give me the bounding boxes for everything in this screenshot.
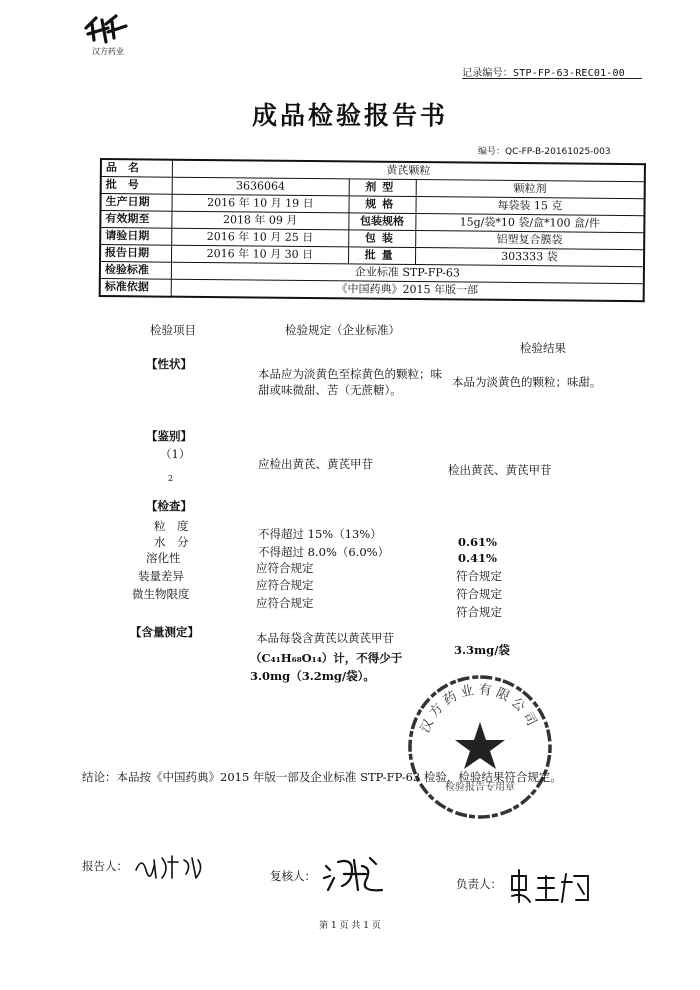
package-label: 包装 bbox=[348, 230, 415, 248]
inspection-item-name: 装量差异 bbox=[138, 569, 184, 583]
section-character-title: 【性状】 bbox=[146, 357, 192, 371]
inspection-item-spec: 应符合规定 bbox=[256, 578, 314, 592]
inspection-item-result: 0.41% bbox=[458, 551, 497, 565]
seal-ring-text: 汉方药业有限公司 bbox=[417, 682, 541, 736]
assay-spec-line-3: 3.0mg（3.2mg/袋）。 bbox=[250, 669, 375, 683]
section-assay-title: 【含量测定】 bbox=[130, 625, 199, 639]
identification-result: 检出黄芪、黄芪甲苷 bbox=[448, 463, 552, 477]
character-spec: 本品应为淡黄色至棕黄色的颗粒；味甜或味微甜、苦（无蔗糖）。 bbox=[258, 367, 442, 397]
dosage-form-value: 颗粒剂 bbox=[416, 180, 645, 199]
assay-spec-line-1: 本品每袋含黄芪以黄芪甲苷 bbox=[256, 631, 394, 645]
inspection-item-spec: 不得超过 8.0%（6.0%） bbox=[258, 545, 390, 559]
request-date-value: 2016 年 10 月 25 日 bbox=[172, 228, 349, 247]
spec-value: 每袋装 15 克 bbox=[416, 197, 645, 216]
expiry-label: 有效期至 bbox=[100, 211, 172, 229]
spec-label: 规格 bbox=[349, 196, 416, 214]
reviewer-label: 复核人： bbox=[270, 869, 316, 883]
section-identification-title: 【鉴别】 bbox=[146, 429, 192, 443]
inspection-item-result: 符合规定 bbox=[456, 569, 502, 583]
assay-spec-line-2: （C₄₁H₆₈O₁₄）计，不得少于 bbox=[250, 651, 403, 665]
product-name-value: 黄芪颗粒 bbox=[172, 160, 645, 182]
product-info-table bbox=[99, 158, 646, 302]
identification-sub-1: （1） bbox=[160, 447, 191, 461]
report-number: 编号：QC-FP-B-20161025-003 bbox=[478, 147, 611, 157]
page-number: 第 1 页 共 1 页 bbox=[319, 921, 381, 931]
report-date-label: 报告日期 bbox=[100, 245, 172, 263]
product-name-label: 品 名 bbox=[101, 159, 173, 177]
identification-spec: 应检出黄芪、黄芪甲苷 bbox=[258, 457, 373, 471]
inspection-item-result: 符合规定 bbox=[456, 587, 502, 601]
production-date-value: 2016 年 10 月 19 日 bbox=[172, 194, 349, 213]
column-header-spec: 检验规定（企业标准） bbox=[285, 323, 400, 337]
character-result: 本品为淡黄色的颗粒；味甜。 bbox=[452, 375, 602, 389]
reporter-signature-icon bbox=[132, 850, 212, 884]
inspection-item-result: 符合规定 bbox=[456, 605, 502, 619]
package-spec-label: 包装规格 bbox=[348, 213, 415, 231]
standard-label: 检验标准 bbox=[100, 262, 172, 280]
inspection-item-name: 水 分 bbox=[154, 535, 189, 549]
quantity-label: 批量 bbox=[348, 247, 415, 265]
assay-result: 3.3mg/袋 bbox=[454, 643, 510, 657]
basis-value: 《中国药典》2015 年版一部 bbox=[171, 279, 644, 301]
record-number: 记录编号：STP-FP-63-REC01-00 bbox=[462, 68, 625, 79]
standard-value: 企业标准 STP-FP-63 bbox=[171, 262, 644, 284]
inspection-item-name: 粒 度 bbox=[154, 519, 189, 533]
inspection-item-name: 微生物限度 bbox=[132, 587, 190, 601]
inspection-item-name: 溶化性 bbox=[146, 551, 181, 565]
responsible-label: 负责人： bbox=[456, 877, 502, 891]
inspection-item-result: 0.61% bbox=[458, 535, 497, 549]
section-inspection-title: 【检查】 bbox=[146, 499, 192, 513]
company-logo-text: 汉方药业 bbox=[92, 47, 124, 56]
reviewer-signature-icon bbox=[320, 852, 390, 898]
inspection-item-spec: 应符合规定 bbox=[256, 561, 314, 575]
inspection-item-spec: 应符合规定 bbox=[256, 596, 314, 610]
batch-value: 3636064 bbox=[172, 177, 349, 196]
seal-band-text: 检验报告专用章 bbox=[445, 782, 515, 793]
quantity-value: 303333 袋 bbox=[415, 248, 644, 267]
responsible-signature-icon bbox=[508, 866, 592, 906]
batch-label: 批 号 bbox=[101, 177, 173, 195]
request-date-label: 请验日期 bbox=[100, 228, 172, 246]
header-divider bbox=[462, 78, 642, 79]
column-header-result: 检验结果 bbox=[520, 341, 566, 355]
inspection-item-spec: 不得超过 15%（13%） bbox=[258, 527, 382, 541]
conclusion-text: 结论：本品按《中国药典》2015 年版一部及企业标准 STP-FP-63 检验，检验结果符合规定。 bbox=[82, 770, 562, 784]
expiry-value: 2018 年 09 月 bbox=[172, 211, 349, 230]
company-logo-icon bbox=[82, 14, 132, 46]
reporter-label: 报告人： bbox=[82, 859, 128, 873]
column-header-item: 检验项目 bbox=[150, 323, 196, 337]
official-seal-icon bbox=[405, 672, 555, 822]
package-value: 铝塑复合膜袋 bbox=[415, 231, 644, 250]
report-date-value: 2016 年 10 月 30 日 bbox=[172, 245, 349, 264]
package-spec-value: 15g/袋*10 袋/盒*100 盒/件 bbox=[415, 214, 644, 233]
page-title: 成品检验报告书 bbox=[251, 101, 448, 130]
production-date-label: 生产日期 bbox=[100, 194, 172, 212]
basis-label: 标准依据 bbox=[100, 279, 172, 297]
identification-sub-2: 2 bbox=[168, 474, 174, 483]
dosage-form-label: 剂型 bbox=[349, 179, 416, 197]
